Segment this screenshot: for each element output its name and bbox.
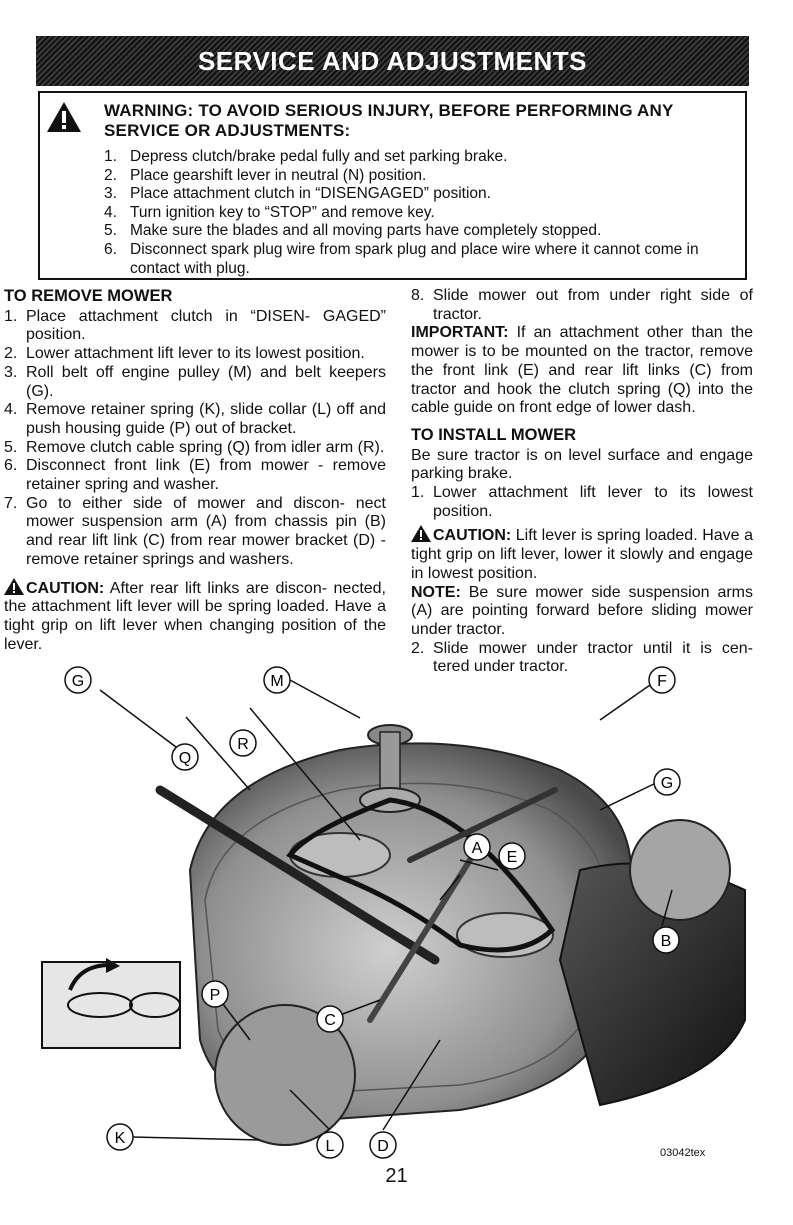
- label-b: [653, 927, 679, 953]
- svg-text:R: R: [237, 736, 249, 753]
- warning-title: WARNING: TO AVOID SERIOUS INJURY, BEFORE PERFORMING ANY SERVICE OR ADJUSTMENTS:: [104, 101, 674, 140]
- list-item: 6. Disconnect spark plug wire from spark plug and place wire where it cannot come in contact with plug.: [104, 240, 699, 277]
- caution-paragraph: CAUTION: After rear lift links are discon- nected, the attachment lift lever will be spring loaded. Have a tight grip on lift lever when changing position of the lever.: [4, 579, 386, 653]
- label-g-top: [65, 667, 91, 693]
- list-item: 2. Slide mower under tractor until it is cen- tered under tractor.: [411, 639, 753, 676]
- caution-icon: [4, 578, 24, 595]
- list-item: 1. Depress clutch/brake pedal fully and set parking brake.: [104, 148, 508, 165]
- list-item: 2. Lower attachment lift lever to its lowest position.: [4, 345, 365, 363]
- warning-steps: [100, 148, 740, 278]
- left-column: [4, 287, 386, 654]
- svg-text:K: K: [114, 1130, 126, 1147]
- remove-heading: TO REMOVE MOWER: [4, 287, 173, 305]
- svg-text:M: M: [270, 673, 284, 690]
- note-paragraph: NOTE: Be sure mower side suspension arms (A) are pointing forward before sliding mower under tractor.: [411, 583, 753, 638]
- install-step-1: [411, 484, 753, 521]
- section-banner: [36, 36, 749, 86]
- list-item: 3. Place attachment clutch in “DISENGAGED” position.: [104, 185, 491, 203]
- warning-box: [38, 91, 747, 280]
- svg-text:Q: Q: [178, 750, 192, 767]
- list-item: 8. Slide mower out from under right side of tractor.: [411, 287, 753, 323]
- important-paragraph: IMPORTANT: If an attachment other than the mower is to be mounted on the tractor, remove the front link (E) and rear lift links (C) from tractor and hook the clutch spring (Q) into the cable guide on front edge of lower dash.: [411, 324, 753, 417]
- list-item: 4. Turn ignition key to “STOP” and remove key.: [104, 203, 435, 221]
- label-c: [317, 1006, 343, 1032]
- list-item: 3. Roll belt off engine pulley (M) and belt keepers (G).: [4, 363, 386, 400]
- warning-icon: [46, 101, 82, 133]
- inset-box: [42, 962, 180, 1048]
- remove-step-8: [411, 287, 753, 324]
- list-item: 1. Lower attachment lift lever to its lowest position.: [411, 484, 753, 520]
- list-item: 6. Disconnect front link (E) from mower - remove retainer spring and washer.: [4, 457, 386, 494]
- list-item: 2. Place gearshift lever in neutral (N) position.: [104, 166, 427, 184]
- svg-text:A: A: [471, 840, 483, 857]
- label-f: [649, 667, 675, 693]
- right-column: [411, 287, 753, 677]
- label-q: [172, 744, 198, 770]
- svg-text:C: C: [324, 1012, 336, 1029]
- label-d: [370, 1132, 396, 1158]
- section-title: SERVICE AND ADJUSTMENTS: [197, 45, 588, 76]
- caution-icon: [411, 525, 431, 542]
- svg-text:F: F: [657, 673, 667, 690]
- svg-text:L: L: [325, 1138, 335, 1155]
- svg-text:E: E: [506, 849, 518, 866]
- svg-text:D: D: [377, 1138, 389, 1155]
- remove-steps: [4, 308, 386, 570]
- label-g-right: [654, 769, 680, 795]
- label-p: [202, 981, 228, 1007]
- svg-text:P: P: [209, 987, 221, 1004]
- install-caution-paragraph: CAUTION: Lift lever is spring loaded. Have a tight grip on lift lever, lower it slowly and engage in lowest position.: [411, 527, 753, 582]
- install-intro: Be sure tractor is on level surface and engage parking brake.: [411, 446, 753, 483]
- label-r: [230, 730, 256, 756]
- label-l: [317, 1132, 343, 1158]
- label-a: [464, 834, 490, 860]
- list-item: 4. Remove retainer spring (K), slide collar (L) off and push housing guide (P) out of bracket.: [4, 401, 386, 437]
- label-g1: G: [71, 673, 85, 690]
- list-item: 7. Go to either side of mower and discon- nect mower suspension arm (A) from chassis pin (B) and rear lift link (C) from rear mower bracket (D) - remove retainer springs and washers.: [4, 494, 386, 568]
- page-number: 21: [385, 1165, 408, 1187]
- mower-illustration: [40, 660, 748, 1165]
- svg-text:B: B: [660, 933, 672, 950]
- list-item: 5. Make sure the blades and all moving parts have completely stopped.: [104, 222, 602, 240]
- label-e: [499, 843, 525, 869]
- detail-circle-b: [630, 820, 730, 920]
- list-item: 1. Place attachment clutch in “DISEN- GAGED” position.: [4, 307, 386, 344]
- figure-part-number: 03042tex: [660, 1147, 706, 1159]
- label-k: [107, 1124, 133, 1150]
- install-heading: TO INSTALL MOWER: [411, 425, 576, 444]
- svg-text:G: G: [660, 775, 674, 792]
- list-item: 5. Remove clutch cable spring (Q) from idler arm (R).: [4, 438, 385, 456]
- label-m: [264, 667, 290, 693]
